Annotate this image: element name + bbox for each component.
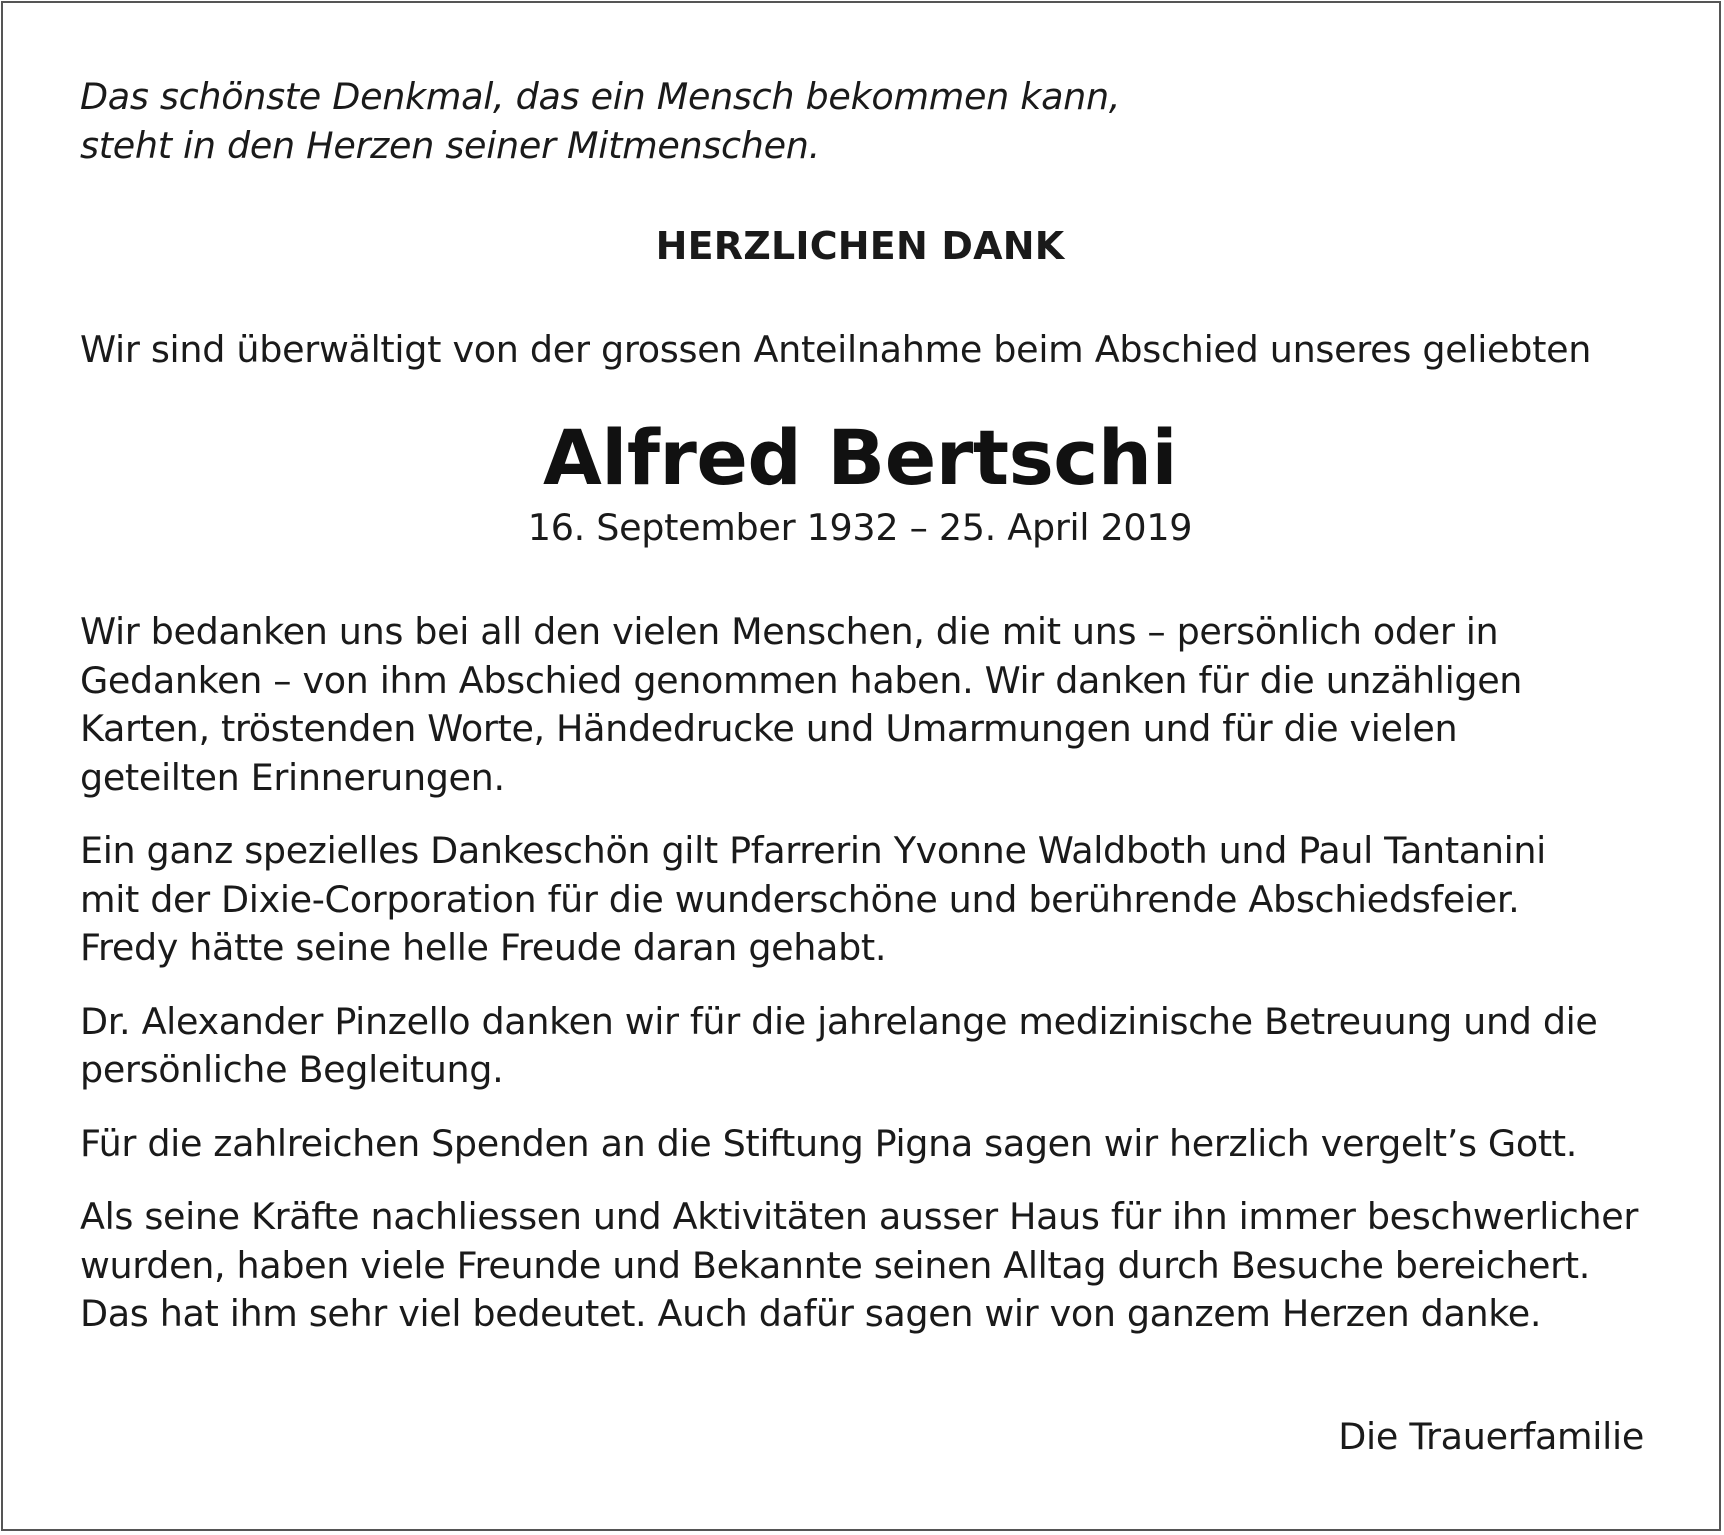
paragraph-line: Das hat ihm sehr viel bedeutet. Auch dafür sagen wir von ganzem Herzen danke. bbox=[80, 1292, 1542, 1335]
paragraph-line: mit der Dixie-Corporation für die wunderschöne und berührende Abschiedsfeier. bbox=[80, 877, 1520, 921]
paragraph-line: geteilten Erinnerungen. bbox=[80, 755, 505, 799]
paragraph-line: Wir bedanken uns bei all den vielen Menschen, die mit uns – persönlich oder in bbox=[80, 610, 1499, 653]
intro-text: Wir sind überwältigt von der grossen Anteilnahme beim Abschied unseres geliebten bbox=[80, 328, 1592, 371]
thanks-paragraph bbox=[80, 1120, 1640, 1169]
thanks-paragraph bbox=[80, 998, 1640, 1095]
paragraph-line: wurden, haben viele Freunde und Bekannte seinen Alltag durch Besuche bereichert. bbox=[80, 1243, 1590, 1287]
paragraph-line: persönliche Begleitung. bbox=[80, 1048, 504, 1091]
thank-you-notice bbox=[80, 72, 1640, 1364]
thanks-paragraph bbox=[80, 827, 1640, 973]
signature: Die Trauerfamilie bbox=[1338, 1415, 1644, 1458]
thanks-paragraph bbox=[80, 608, 1640, 802]
paragraph-line: Karten, tröstenden Worte, Händedrucke und Umarmungen und für die vielen bbox=[80, 707, 1458, 750]
notice-heading: HERZLICHEN DANK bbox=[655, 224, 1065, 268]
deceased-name: Alfred Bertschi bbox=[542, 413, 1178, 502]
motto-line-1: Das schönste Denkmal, das ein Mensch bekommen kann, bbox=[80, 75, 1121, 118]
paragraph-line: Für die zahlreichen Spenden an die Stiftung Pigna sagen wir herzlich vergelt’s Gott. bbox=[80, 1121, 1578, 1165]
motto-line-2: steht in den Herzen seiner Mitmenschen. bbox=[80, 124, 820, 167]
motto-quote bbox=[80, 72, 1640, 170]
paragraph-line: Ein ganz spezielles Dankeschön gilt Pfarrerin Yvonne Waldboth und Paul Tantanini bbox=[80, 829, 1546, 872]
paragraph-line: Dr. Alexander Pinzello danken wir für die jahrelange medizinische Betreuung und die bbox=[80, 999, 1598, 1043]
thanks-paragraph bbox=[80, 1193, 1640, 1339]
life-dates: 16. September 1932 – 25. April 2019 bbox=[527, 506, 1193, 549]
paragraph-line: Fredy hätte seine helle Freude daran gehabt. bbox=[80, 926, 887, 969]
paragraph-line: Gedanken – von ihm Abschied genommen haben. Wir danken für die unzähligen bbox=[80, 658, 1523, 702]
thanks-paragraphs bbox=[80, 608, 1640, 1339]
paragraph-line: Als seine Kräfte nachliessen und Aktivitäten ausser Haus für ihn immer beschwerlicher bbox=[80, 1195, 1639, 1238]
